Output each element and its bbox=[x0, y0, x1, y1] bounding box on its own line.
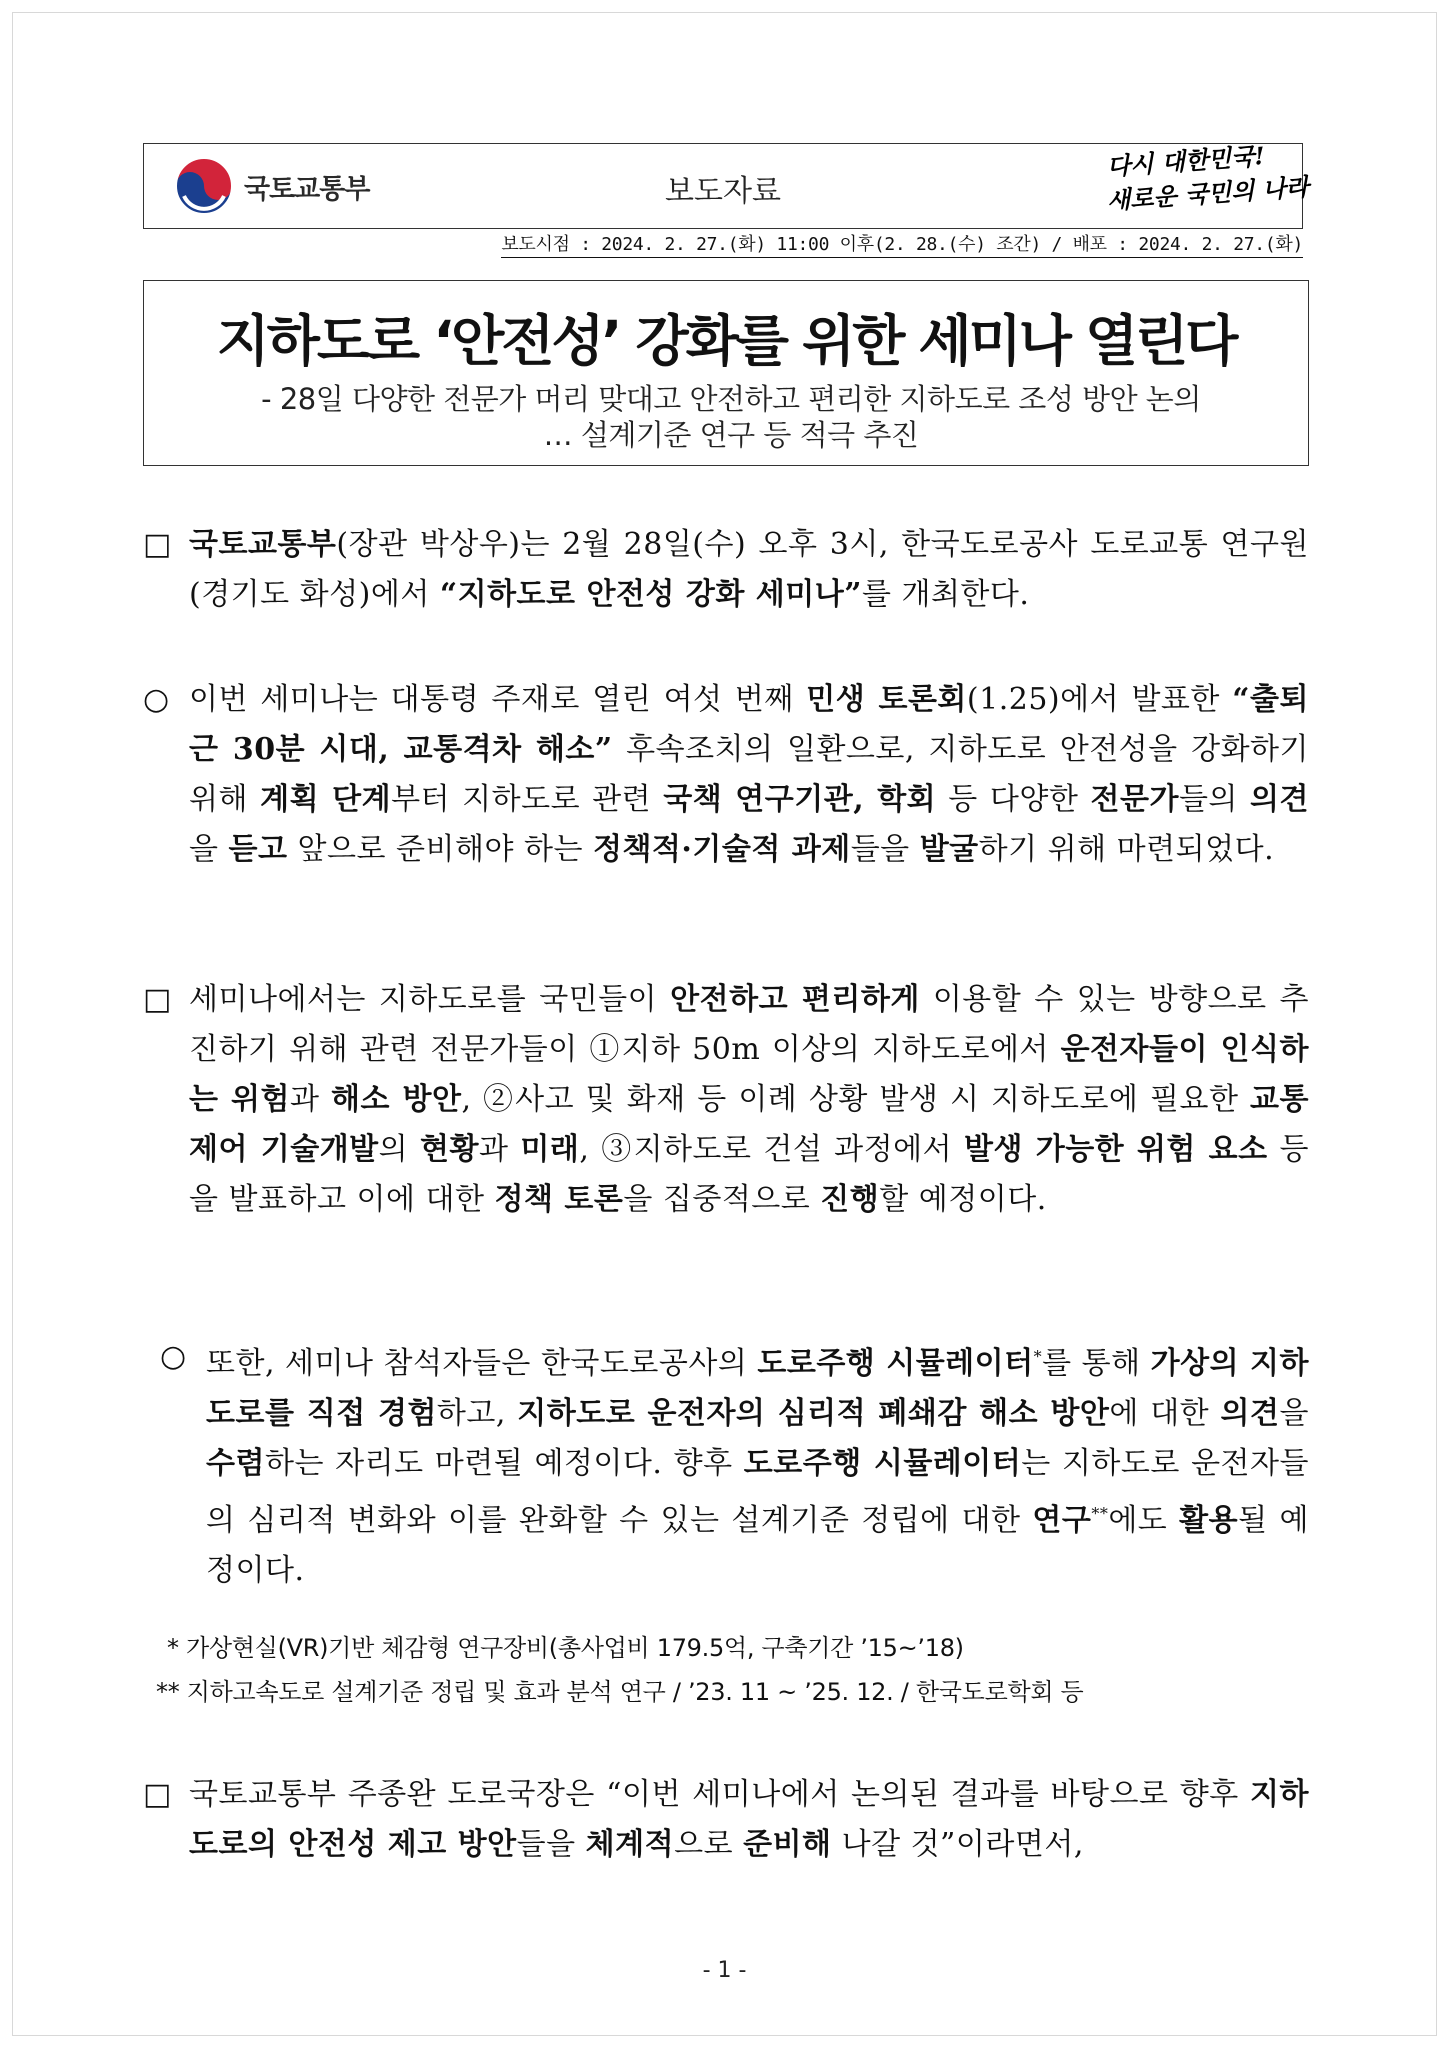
text-span: 과 bbox=[479, 1132, 521, 1167]
text-span: 지하도로 운전자의 심리적 폐쇄감 해소 방안 bbox=[517, 1396, 1110, 1431]
page-number: - 1 - bbox=[702, 1958, 747, 1983]
text-span: 또한, 세미나 참석자들은 한국도로공사의 bbox=[206, 1346, 758, 1381]
header-box bbox=[143, 140, 1310, 229]
text-span: 안전하고 편리하게 bbox=[670, 982, 920, 1017]
text-span: (장관 박상우)는 2월 28일(수) 오후 3시, 한국도로공사 도로교통 연구원(경기도 화성)에서 bbox=[189, 527, 1309, 612]
footnote-1: * 가상현실(VR)기반 체감형 연구장비(총사업비 179.5억, 구축기간 ’15~’18) bbox=[167, 1634, 964, 1662]
text-span: , ②사고 및 화재 등 이례 상황 발생 시 지하도로에 필요한 bbox=[461, 1082, 1251, 1117]
subtitle-line-1: - 28일 다양한 전문가 머리 맞대고 안전하고 편리한 지하도로 조성 방안 논의 bbox=[261, 382, 1201, 416]
text-span: 듣고 bbox=[228, 832, 288, 867]
doc-type-label: 보도자료 bbox=[665, 174, 781, 209]
text-span: 나갈 것”이라면서, bbox=[831, 1827, 1084, 1862]
text-span: 들의 bbox=[1178, 782, 1251, 817]
paragraph-4-text bbox=[206, 1332, 1309, 1596]
text-span: 될 예정이다. bbox=[206, 1503, 1309, 1588]
page-title: 지하도로 ‘안전성’ 강화를 위한 세미나 열린다 bbox=[216, 309, 1236, 373]
text-span: 수렴 bbox=[206, 1446, 265, 1481]
subtitle-line-2: … 설계기준 연구 등 적극 추진 bbox=[543, 418, 919, 452]
text-span: 연구 bbox=[1032, 1503, 1092, 1538]
square-bullet-icon: □ bbox=[143, 982, 172, 1017]
text-span: 국책 연구기관, 학회 bbox=[663, 782, 937, 817]
text-span: 들을 bbox=[516, 1827, 586, 1862]
text-span: “지하도로 안전성 강화 세미나” bbox=[439, 577, 862, 612]
footnote-mark: ** bbox=[1091, 1504, 1109, 1523]
text-span: 으로 bbox=[674, 1827, 744, 1862]
text-span: 이용할 수 있는 방향으로 추진하기 위해 관련 전문가들이 ①지하 50m 이상의 지하도로에서 bbox=[189, 982, 1309, 1067]
text-span: 운전자들이 인식하는 위험 bbox=[189, 1032, 1309, 1117]
text-span: 정책적·기술적 과제 bbox=[592, 832, 851, 867]
text-span: 을 bbox=[1279, 1396, 1309, 1431]
text-span: 계획 단계 bbox=[260, 782, 392, 817]
square-bullet-icon: □ bbox=[143, 1777, 172, 1812]
text-span: 들을 bbox=[850, 832, 920, 867]
text-span: 활용 bbox=[1179, 1503, 1239, 1538]
text-span: 과 bbox=[289, 1082, 332, 1117]
paragraph-1-text bbox=[189, 520, 1309, 620]
text-span: 전문가 bbox=[1090, 782, 1179, 817]
text-span: 을 bbox=[189, 832, 229, 867]
paragraph-1 bbox=[143, 520, 1309, 620]
release-info bbox=[400, 230, 1303, 256]
text-span: 를 개최한다. bbox=[861, 577, 1030, 612]
text-span: 미래 bbox=[520, 1132, 580, 1167]
text-span: 에 대한 bbox=[1109, 1396, 1221, 1431]
text-span: 이번 세미나는 대통령 주재로 열린 여섯 번째 bbox=[189, 682, 807, 717]
text-span: 의견 bbox=[1220, 1396, 1280, 1431]
ministry-name: 국토교통부 bbox=[244, 173, 370, 205]
text-span: 지하도로의 안전성 제고 방안 bbox=[189, 1777, 1309, 1862]
text-span: 을 집중적으로 bbox=[623, 1182, 821, 1217]
text-span: 부터 지하도로 관련 bbox=[391, 782, 664, 817]
text-span: 등을 발표하고 이에 대한 bbox=[189, 1132, 1309, 1217]
text-span: 의 bbox=[378, 1132, 421, 1167]
footnote-2: ** 지하고속도로 설계기준 정립 및 효과 분석 연구 / ’23. 11 ~ ’25. 12. / 한국도로학회 등 bbox=[156, 1678, 1084, 1706]
text-span: (1.25)에서 발표한 bbox=[966, 682, 1233, 717]
paragraph-3-text bbox=[189, 975, 1309, 1225]
text-span: 도로주행 시뮬레이터 bbox=[743, 1446, 1022, 1481]
text-span: 앞으로 준비해야 하는 bbox=[287, 832, 593, 867]
paragraph-5-text bbox=[189, 1770, 1309, 1870]
text-span: 준비해 bbox=[743, 1827, 832, 1862]
text-span: 해소 방안 bbox=[331, 1082, 462, 1117]
square-bullet-icon: □ bbox=[143, 527, 172, 562]
paragraph-2 bbox=[143, 675, 1309, 875]
circle-bullet-icon: ○ bbox=[143, 682, 170, 717]
text-span: 할 예정이다. bbox=[879, 1182, 1047, 1217]
text-span: 현황 bbox=[420, 1132, 479, 1167]
paragraph-4 bbox=[160, 1332, 1309, 1596]
text-span: 도로주행 시뮬레이터 bbox=[757, 1346, 1034, 1381]
paragraph-2-text bbox=[189, 675, 1309, 875]
text-span: 발굴 bbox=[919, 832, 979, 867]
circle-bullet-icon: ○ bbox=[160, 1339, 187, 1374]
text-span: 하는 자리도 마련될 예정이다. 향후 bbox=[264, 1446, 744, 1481]
paragraph-3 bbox=[143, 975, 1309, 1225]
text-span: , ③지하도로 건설 과정에서 bbox=[579, 1132, 964, 1167]
text-span: 정책 토론 bbox=[494, 1182, 624, 1217]
text-span: 는 지하도로 운전자들의 심리적 변화와 이를 완화할 수 있는 설계기준 정립에 대한 bbox=[206, 1446, 1309, 1538]
text-span: 세미나에서는 지하도로를 국민들이 bbox=[189, 982, 671, 1017]
text-span: 진행 bbox=[820, 1182, 880, 1217]
text-span: 하기 위해 마련되었다. bbox=[978, 832, 1275, 867]
release-text: 보도시점 : 2024. 2. 27.(화) 11:00 이후(2. 28.(수) 조간) / 배포 : 2024. 2. 27.(화) bbox=[501, 234, 1303, 258]
text-span: 국토교통부 bbox=[189, 527, 337, 562]
title-box bbox=[143, 280, 1309, 466]
text-span: 하고, bbox=[436, 1396, 518, 1431]
text-span: “출퇴근 30분 시대, 교통격차 해소” bbox=[189, 682, 1309, 767]
text-span: 발생 가능한 위험 요소 bbox=[963, 1132, 1268, 1167]
text-span: 국토교통부 주종완 도로국장은 “이번 세미나에서 논의된 결과를 바탕으로 향후 bbox=[189, 1777, 1251, 1812]
slogan-line-2: 새로운 국민의 나라 bbox=[1106, 171, 1310, 215]
text-span: 민생 토론회 bbox=[806, 682, 967, 717]
paragraph-5 bbox=[143, 1770, 1309, 1870]
text-span: 가상의 지하도로를 직접 경험 bbox=[206, 1346, 1310, 1431]
slogan bbox=[1106, 140, 1310, 224]
text-span: 등 다양한 bbox=[936, 782, 1091, 817]
slogan-line-1: 다시 대한민국! bbox=[1106, 140, 1266, 181]
subtitle bbox=[184, 381, 1278, 453]
text-span: 를 통해 bbox=[1042, 1346, 1151, 1381]
footnote-mark: * bbox=[1033, 1347, 1043, 1366]
text-span: 에도 bbox=[1108, 1503, 1180, 1538]
text-span: 교통제어 기술개발 bbox=[189, 1082, 1309, 1167]
text-span: 의견 bbox=[1250, 782, 1309, 817]
text-span: 체계적 bbox=[585, 1827, 675, 1862]
text-span: 후속조치의 일환으로, 지하도로 안전성을 강화하기 위해 bbox=[189, 732, 1310, 817]
